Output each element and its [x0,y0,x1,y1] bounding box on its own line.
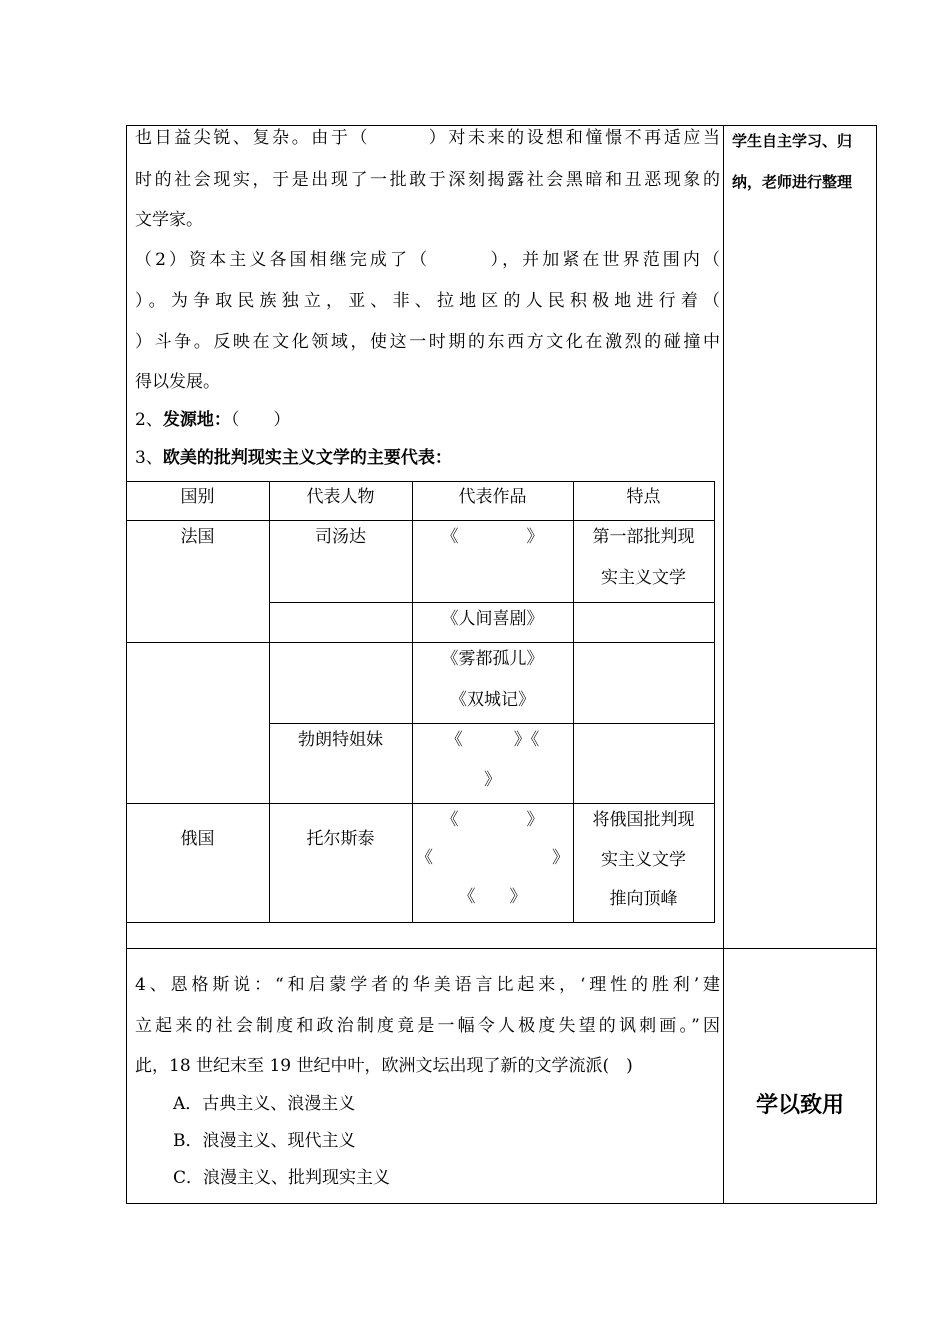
person-tolstoy: 托尔斯泰 [306,829,375,849]
option-c: C．浪漫主义、批判现实主义 [173,1168,391,1188]
option-b: B．浪漫主义、现代主义 [173,1131,356,1151]
header-work: 代表作品 [458,487,527,507]
side-note-line-2: 纳，老师进行整理 [732,173,853,191]
reps-label: 欧美的批判现实主义文学的主要代表： [162,448,452,468]
header-person: 代表人物 [306,487,375,507]
feature-tolstoy: 推向顶峰 [609,889,678,909]
header-country: 国别 [180,487,215,507]
option-a: A．古典主义、浪漫主义 [173,1094,356,1114]
origin-blank: （ ） [230,410,291,430]
work-bronte: 《 》《 [445,730,540,750]
question-line: 立起来的社会制度和政治制度竟是一幅令人极度失望的讽刺画。”因 [135,1016,720,1036]
reps-line [135,448,720,468]
paragraph-line: 也日益尖锐、复杂。由于（ ）对未来的设想和憧憬不再适应当 [135,128,720,148]
country-france: 法国 [180,527,215,547]
person-stendhal: 司汤达 [315,527,366,547]
paragraph-line: ）斗争。反映在文化领域，使这一时期的东西方文化在激烈的碰撞中 [135,332,720,352]
paragraph-line: ）。为争取民族独立，亚、非、拉地区的人民积极地进行着（ [135,291,720,311]
paragraph-line: 文学家。 [135,210,203,230]
person-bronte: 勃朗特姐妹 [298,730,383,750]
side-note-line-1: 学生自主学习、归 [732,132,853,150]
side-title: 学以致用 [755,1093,844,1118]
work-two-cities: 《双城记》 [450,690,535,710]
work-tolstoy: 《 》 [458,887,527,907]
question-line: 此，18 世纪末至 19 世纪中叶，欧洲文坛出现了新的文学流派( ) [135,1056,633,1076]
paragraph-line: 时的社会现实，于是出现了一批敢于深刻揭露社会黑暗和丑恶现象的 [135,170,720,190]
feature-tolstoy: 将俄国批判现 [592,810,695,830]
origin-label: 发源地： [162,410,231,430]
reps-prefix: 3、 [135,448,163,468]
header-feature: 特点 [626,487,661,507]
country-russia: 俄国 [180,829,215,849]
work-tolstoy: 《 》 [441,810,544,830]
origin-prefix: 2、 [135,410,163,430]
paragraph-line: （2）资本主义各国相继完成了（ ），并加紧在世界范围内（ [135,250,720,270]
work-stendhal: 《 》 [441,527,544,547]
feature-stendhal: 第一部批判现 [592,527,695,547]
feature-tolstoy: 实主义文学 [601,850,686,870]
question-line: 4、恩格斯说：“和启蒙学者的华美语言比起来，‘理性的胜利’建 [135,975,720,995]
work-comedy: 《人间喜剧》 [441,609,544,629]
origin-line [135,410,720,430]
work-bronte: 》 [484,770,501,790]
paragraph-line: 得以发展。 [135,372,220,392]
work-oliver: 《雾都孤儿》 [441,649,544,669]
work-tolstoy: 《 》 [416,848,569,868]
feature-stendhal: 实主义文学 [601,568,686,588]
